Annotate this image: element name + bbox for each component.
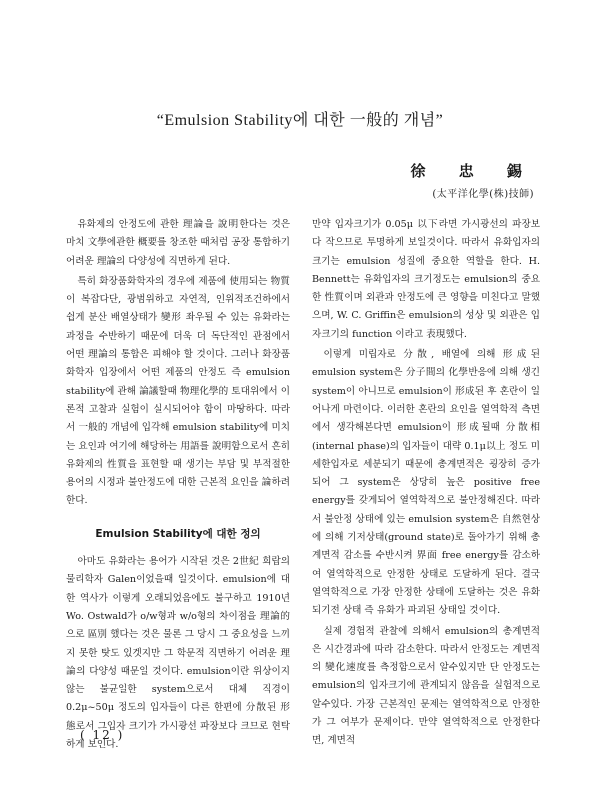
paragraph: 특히 화장품화학자의 경우에 제품에 使用되는 物質이 복잡다단, 광범위하고 자연적, 인위적조건하에서 쉽게 분산 배열상태가 變形 좌우될 수 있는 유화라는 과정을 수반하기 때문에 더욱 더 독단적인 관점에서 어떤 理論의 통합은 피해야 할 것이다. 그러나 화장품화학자 입장에서 어떤 제품의 안정도 즉 emulsion stability에 관해 論議할때 物理化學的 토대위에서 이론적 고찰과 실험이 실시되어야 함이 마땅하다. 따라서 一般的 개념에 입각해 emulsion stability에 미치는 요인과 여기에 해당하는 用語를 說明함으로서 흔히 유화제의 性質을 표현할 때 생기는 부담 및 부적절한 용어의 시정과 불안정도에 대한 근본적 요인을 論하려 한다. [66, 275, 290, 507]
paragraph: 유화제의 안정도에 관한 理論을 說明한다는 것은 마치 文學에관한 概要를 창조한 때처럼 공장 통합하기 어려운 理論의 다양성에 직면하게 된다. [66, 219, 290, 267]
page-number: ( 12 ) [80, 728, 125, 742]
section-heading: Emulsion Stability에 대한 정의 [95, 527, 261, 540]
right-column [312, 216, 540, 751]
author-affiliation: (太平洋化學(株)技師) [432, 189, 534, 200]
paragraph: 아마도 유화라는 용어가 시작된 것은 2世紀 희랍의 물리학자 Galen이었을때 일것이다. emulsion에 대한 역사가 이렇게 오래되었음에도 불구하고 1910년 Wo. Ostwald가 o/w형과 w/o형의 차이점을 理論的으로 區別 했다는 것은 물론 그 당시 그 중요성을 느끼지 못한 탓도 있겟지만 그 학문적 직면하기 어려운 理論의 다양성 때문일 것이다. emulsion이란 위상이지않는 불균일한 system으로서 대체 직경이 0.2μ~50μ 정도의 입자들이 다른 한편에 分散된 形態로서 그입자 크기가 가시광선 파장보다 크므로 현탁하게 보인다. [66, 556, 290, 751]
left-column [66, 216, 290, 754]
paragraph: 만약 입자크기가 0.05μ 以下라면 가시광선의 파장보다 작으므로 투명하게 보일것이다. 따라서 유화입자의 크기는 emulsion 성질에 중요한 역할을 한다. H. Bennett는 유화입자의 크기정도는 emulsion의 중요한 性質이며 외관과 안정도에 큰 영향을 미친다고 말했으며, W. C. Griffin은 emulsion의 성상 및 외관은 입자크기의 function 이라고 表現했다. [312, 219, 540, 340]
author-name: 徐 忠 錫 [410, 162, 536, 180]
paragraph: 이렇게 미립자로 分散, 배열에 의해 形成된 emulsion system은 分子間의 化學반응에 의해 생긴 system이 아니므로 emulsion이 形成된 후 혼란이 일어나게 마련이다. 이러한 혼란의 요인을 열역학적 측면에서 생각해본다면 emulsion이 形成될때 分散相(internal phase)의 입자들이 대략 0.1μ以上 정도 미세한입자로 세분되기 때문에 총계면적은 굉장히 증가되어 그 system은 상당히 높은 positive free energy를 갖게되어 열역학적으로 불안정해진다. 따라서 불안정 상태에 있는 emulsion system은 自然현상에 의해 기저상태(ground state)로 돌아가기 위해 총계면적 감소를 수반시켜 界面 free energy를 감소하여 열역학적으로 안정한 상태로 도달하게 된다. 결국 열역학적으로 가장 안정한 상태에 도달하는 것은 유화되기전 상태 즉 유화가 파괴된 상태일 것이다. [312, 349, 540, 617]
article-title: “Emulsion Stability에 대한 一般的 개념” [156, 112, 444, 129]
paragraph: 실제 경험적 관찰에 의해서 emulsion의 총계면적은 시간경과에 따라 감소한다. 따라서 안정도는 계면적의 變化速度를 측정함으로서 알수있지만 단 안정도는 emulsion의 입자크기에 관계되지 않음을 실험적으로 알수있다. 가장 근본적인 문제는 열역학적으로 안정한가 그 여부가 문제이다. 만약 열역학적으로 안정한다면, 계면적 [312, 625, 540, 747]
